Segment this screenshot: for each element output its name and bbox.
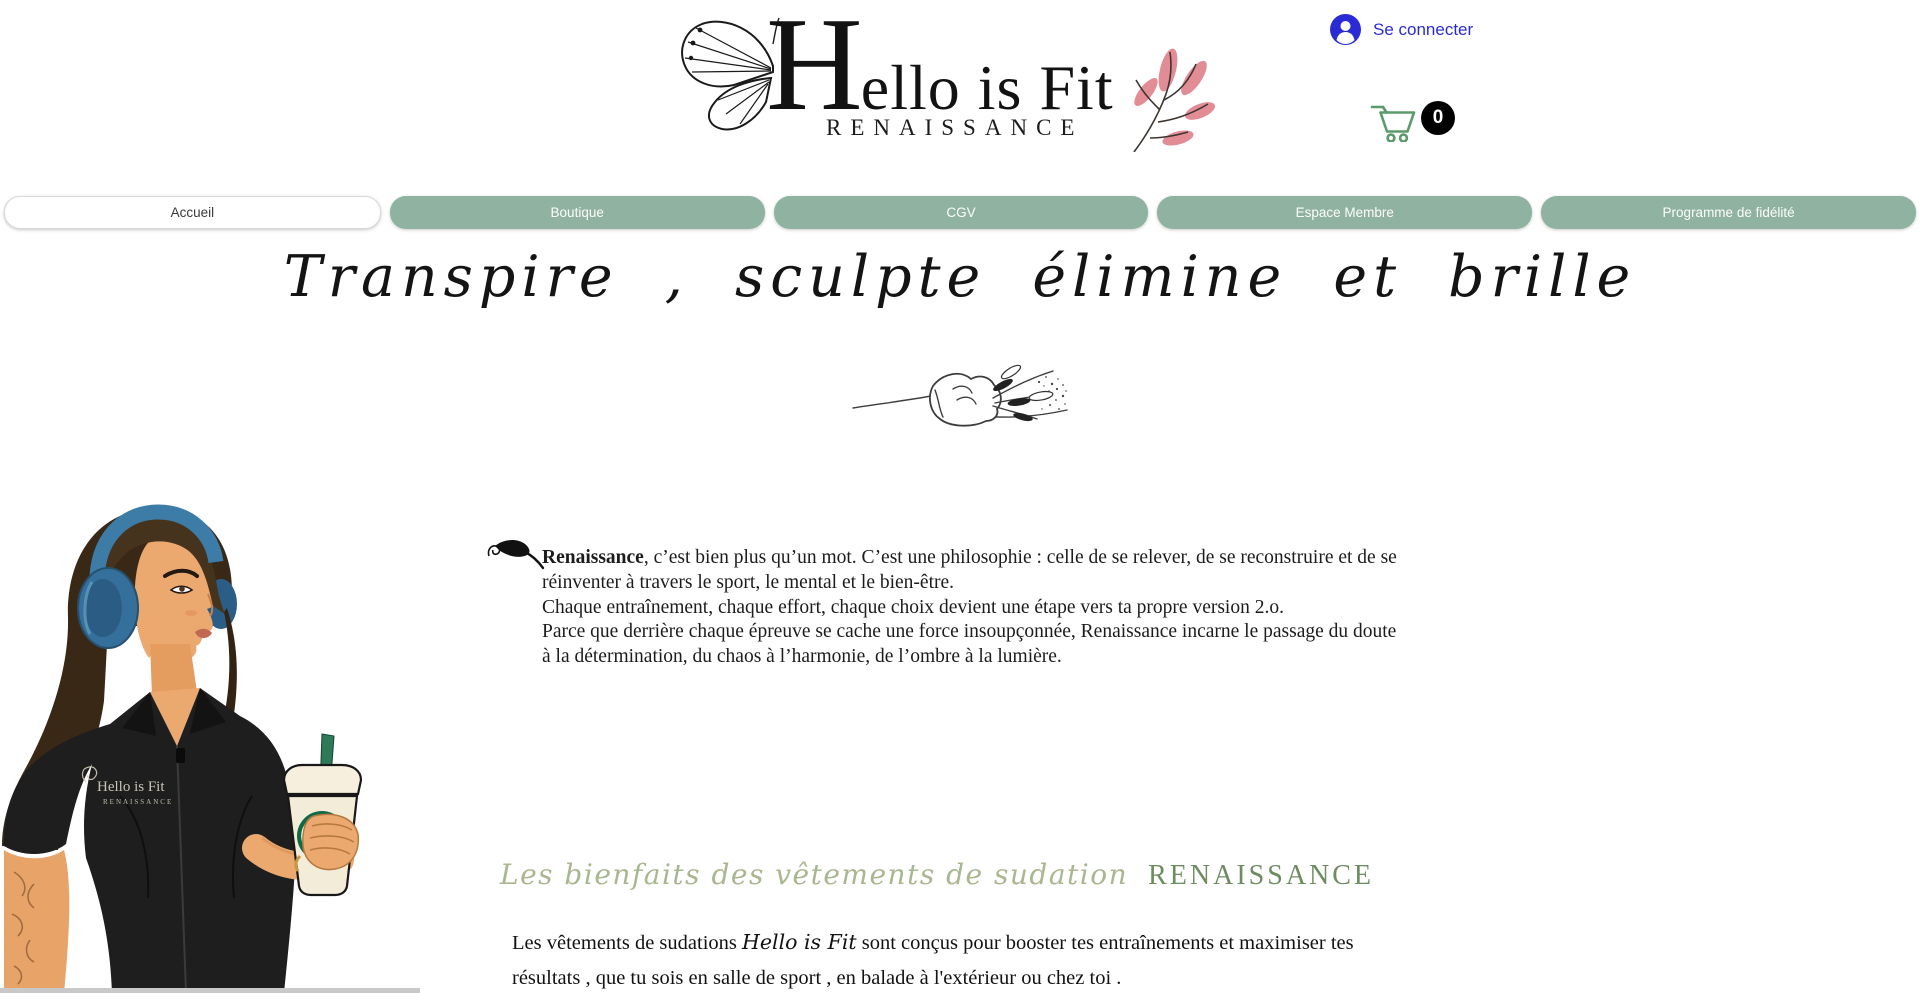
intro-line-1: Renaissance, c’est bien plus qu’un mot. C’est une philosophie : celle de se relever, de se reconstruire et de se réinventer à travers le sport, le mental et le bien-être. xyxy=(542,547,1397,593)
benefits-body: Les vêtements de sudations Hello is Fit sont conçus pour booster tes entraînements et maximiser tes résultats , que tu sois en salle de sport , en balade à l'extérieur ou chez toi . xyxy=(512,930,1354,989)
intro-lead: Renaissance xyxy=(542,547,644,568)
login-button[interactable] xyxy=(1330,14,1473,45)
intro-line-3: Parce que derrière chaque épreuve se cache une force insoupçonnée, Renaissance incarne le passage du doute à la détermination, du chaos à l’harmonie, de l’ombre à la lumière. xyxy=(542,621,1397,668)
logo-text xyxy=(766,0,1114,141)
login-label: Se connecter xyxy=(1373,19,1474,39)
nav-item-espace-membre[interactable]: Espace Membre xyxy=(1157,196,1532,229)
benefits-heading xyxy=(500,858,1374,892)
butterfly-icon xyxy=(676,14,780,132)
cart-button[interactable] xyxy=(1370,100,1455,142)
leaf-flourish-icon xyxy=(483,538,545,570)
nav-item-programme-fidelite[interactable]: Programme de fidélité xyxy=(1541,196,1916,229)
person-icon xyxy=(1330,14,1361,45)
svg-text:Hello is Fit: Hello is Fit xyxy=(97,779,165,795)
benefits-brand-heading: RENAISSANCE xyxy=(1148,860,1375,891)
hero-title: Transpire , sculpte élimine et brille xyxy=(283,244,1637,310)
svg-text:RENAISSANCE: RENAISSANCE xyxy=(103,798,174,806)
logo-subtitle: RENAISSANCE xyxy=(826,114,1084,140)
nav-item-cgv[interactable]: CGV xyxy=(774,196,1149,229)
intro-paragraph xyxy=(542,546,1398,670)
logo-title: ello is Fit xyxy=(860,52,1114,123)
hand-sprig-icon xyxy=(851,356,1069,434)
image-bottom-edge xyxy=(0,988,420,993)
benefits-brand-inline: Hello is Fit xyxy=(742,930,857,954)
logo-initial: H xyxy=(766,0,861,138)
nav-item-accueil[interactable]: Accueil xyxy=(4,196,381,229)
main-nav xyxy=(0,196,1920,229)
intro-line-2: Chaque entraînement, chaque effort, chaque choix devient une étape vers ta propre version 2.o. xyxy=(542,596,1284,618)
benefits-script-heading: Les bienfaits des vêtements de sudation xyxy=(500,858,1129,891)
cart-count-badge: 0 xyxy=(1421,101,1455,135)
cart-icon xyxy=(1370,100,1416,142)
pink-branch-icon xyxy=(1116,40,1226,152)
site-logo[interactable] xyxy=(676,0,1114,141)
nav-item-boutique[interactable]: Boutique xyxy=(390,196,765,229)
woman-illustration xyxy=(0,496,420,993)
